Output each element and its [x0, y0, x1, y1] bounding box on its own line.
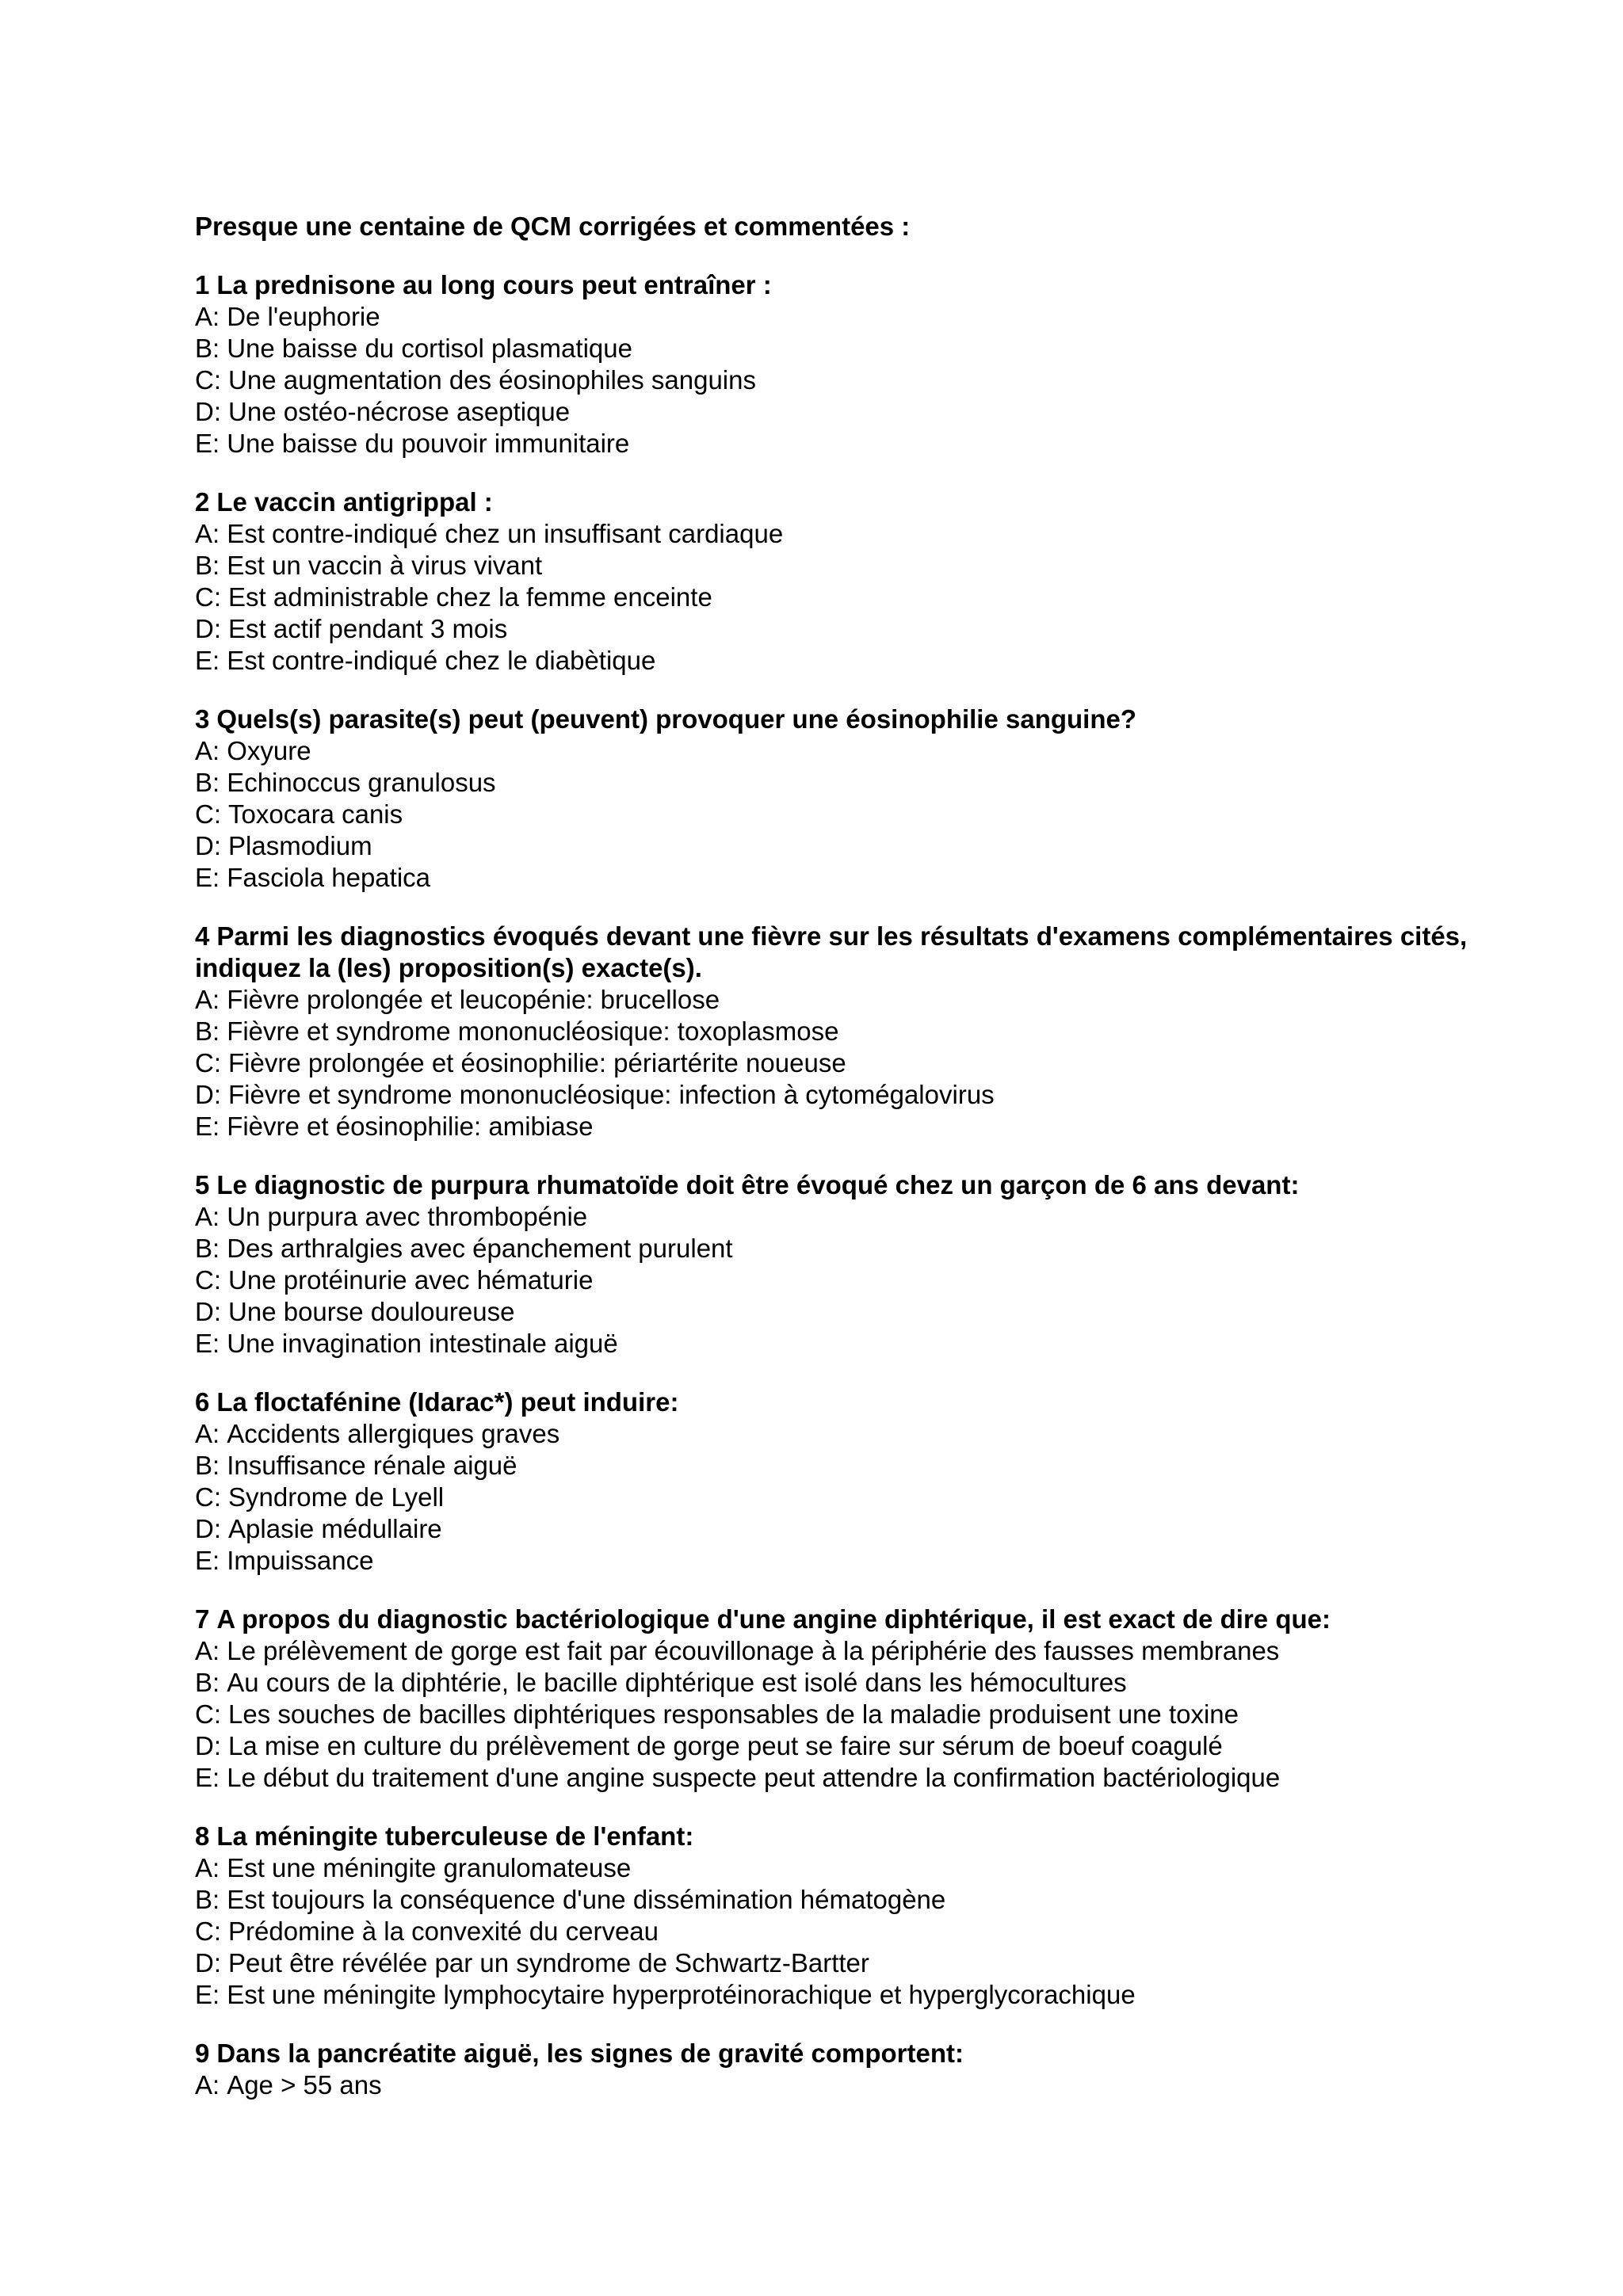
option-text: Est contre-indiqué chez le diabètique	[227, 646, 656, 675]
option-list	[195, 1418, 1495, 1577]
option-text: Fièvre prolongée et éosinophilie: périartérite noueuse	[228, 1048, 846, 1077]
option-b: B: Des arthralgies avec épanchement purulent	[195, 1234, 733, 1263]
option-text: Insuffisance rénale aiguë	[227, 1451, 517, 1480]
option-letter: D	[195, 831, 214, 860]
question-heading	[195, 1604, 1495, 1635]
option-letter: C	[195, 1265, 214, 1295]
option-text: Est toujours la conséquence d'une dissémination hématogène	[227, 1885, 946, 1914]
question-number: 9	[195, 2039, 210, 2068]
option-letter: B	[195, 768, 213, 797]
question-number: 1	[195, 270, 210, 299]
option-e: E: Une invagination intestinale aiguë	[195, 1329, 618, 1358]
option-letter: A	[195, 1853, 213, 1882]
option-b: B: Au cours de la diphtérie, le bacille diphtérique est isolé dans les hémocultures	[195, 1668, 1127, 1697]
option-list	[195, 2069, 1495, 2101]
option-text: Aplasie médullaire	[228, 1514, 442, 1543]
question-3	[195, 704, 1495, 894]
option-letter: B	[195, 1451, 213, 1480]
option-letter: E	[195, 1980, 213, 2009]
question-heading	[195, 704, 1495, 735]
option-letter: D	[195, 1080, 214, 1109]
question-text: Parmi les diagnostics évoqués devant une fièvre sur les résultats d'examens complémentaires cités, indiquez la (les) proposition(s) exacte(s).	[195, 921, 1468, 982]
option-letter: D	[195, 1948, 214, 1978]
option-text: Un purpura avec thrombopénie	[227, 1202, 588, 1231]
question-number: 5	[195, 1170, 210, 1199]
option-text: Des arthralgies avec épanchement purulent	[227, 1234, 733, 1263]
option-text: Le prélèvement de gorge est fait par écouvillonage à la périphérie des fausses membranes	[227, 1636, 1280, 1665]
option-c: C: Toxocara canis	[195, 799, 403, 829]
option-letter: A	[195, 302, 213, 331]
option-b: B: Fièvre et syndrome mononucléosique: toxoplasmose	[195, 1016, 839, 1046]
option-c: C: Fièvre prolongée et éosinophilie: périartérite noueuse	[195, 1048, 846, 1077]
question-heading	[195, 1821, 1495, 1852]
option-d: D: Peut être révélée par un syndrome de Schwartz-Bartter	[195, 1948, 869, 1978]
option-text: Est une méningite lymphocytaire hyperprotéinorachique et hyperglycorachique	[227, 1980, 1136, 2009]
option-letter: C	[195, 1699, 214, 1729]
option-b: B: Insuffisance rénale aiguë	[195, 1451, 517, 1480]
option-text: Une protéinurie avec hématurie	[228, 1265, 594, 1295]
option-list	[195, 735, 1495, 894]
option-b: B: Est toujours la conséquence d'une dissémination hématogène	[195, 1885, 946, 1914]
option-text: Oxyure	[227, 736, 311, 765]
option-b: B: Une baisse du cortisol plasmatique	[195, 334, 632, 363]
option-letter: D	[195, 1731, 214, 1760]
option-list	[195, 984, 1495, 1142]
option-c: C: Une augmentation des éosinophiles sanguins	[195, 365, 756, 395]
question-9	[195, 2038, 1495, 2101]
option-c: C: Syndrome de Lyell	[195, 1482, 445, 1512]
option-letter: C	[195, 1048, 214, 1077]
option-text: Une baisse du pouvoir immunitaire	[227, 429, 630, 458]
question-number: 3	[195, 704, 210, 734]
question-number: 8	[195, 1821, 210, 1851]
option-d: D: Une bourse douloureuse	[195, 1297, 515, 1326]
question-6	[195, 1386, 1495, 1577]
option-letter: A	[195, 1636, 213, 1665]
option-a: A: Est contre-indiqué chez un insuffisant cardiaque	[195, 519, 784, 548]
option-letter: C	[195, 799, 214, 829]
option-list	[195, 518, 1495, 677]
option-letter: C	[195, 1917, 214, 1946]
option-letter: B	[195, 1885, 213, 1914]
option-text: Une augmentation des éosinophiles sanguins	[228, 365, 756, 395]
option-list	[195, 1852, 1495, 2011]
option-c: C: Les souches de bacilles diphtériques responsables de la maladie produisent une toxine	[195, 1699, 1239, 1729]
option-d: D: Est actif pendant 3 mois	[195, 614, 508, 643]
option-a: A: Accidents allergiques graves	[195, 1419, 560, 1448]
question-heading	[195, 1386, 1495, 1418]
question-number: 6	[195, 1387, 210, 1417]
option-text: Est actif pendant 3 mois	[228, 614, 508, 643]
option-e: E: Une baisse du pouvoir immunitaire	[195, 429, 630, 458]
question-heading	[195, 1169, 1495, 1201]
option-d: D: Aplasie médullaire	[195, 1514, 442, 1543]
option-letter: E	[195, 646, 213, 675]
option-e: E: Est contre-indiqué chez le diabètique	[195, 646, 656, 675]
question-2	[195, 486, 1495, 677]
question-heading	[195, 486, 1495, 518]
option-d: D: Fièvre et syndrome mononucléosique: infection à cytomégalovirus	[195, 1080, 995, 1109]
question-heading	[195, 921, 1495, 984]
option-b: B: Est un vaccin à virus vivant	[195, 551, 543, 580]
option-text: Une invagination intestinale aiguë	[227, 1329, 618, 1358]
option-text: La mise en culture du prélèvement de gorge peut se faire sur sérum de boeuf coagulé	[228, 1731, 1223, 1760]
question-text: A propos du diagnostic bactériologique d'une angine diphtérique, il est exact de dire que:	[216, 1604, 1331, 1634]
option-text: Fièvre et syndrome mononucléosique: toxoplasmose	[227, 1016, 839, 1046]
option-letter: A	[195, 736, 213, 765]
option-letter: A	[195, 1202, 213, 1231]
option-letter: A	[195, 519, 213, 548]
question-text: Dans la pancréatite aiguë, les signes de gravité comportent:	[216, 2039, 964, 2068]
option-letter: D	[195, 614, 214, 643]
option-e: E: Le début du traitement d'une angine suspecte peut attendre la confirmation bactériologique	[195, 1763, 1281, 1792]
option-letter: B	[195, 1234, 213, 1263]
option-text: Fièvre et éosinophilie: amibiase	[227, 1112, 594, 1141]
option-b: B: Echinoccus granulosus	[195, 768, 496, 797]
option-c: C: Prédomine à la convexité du cerveau	[195, 1917, 659, 1946]
document-body	[195, 211, 1495, 2128]
option-letter: A	[195, 985, 213, 1014]
option-text: Syndrome de Lyell	[228, 1482, 445, 1512]
option-text: Une bourse douloureuse	[228, 1297, 515, 1326]
option-a: A: Age > 55 ans	[195, 2070, 382, 2100]
question-number: 7	[195, 1604, 210, 1634]
question-text: Quels(s) parasite(s) peut (peuvent) provoquer une éosinophilie sanguine?	[216, 704, 1137, 734]
option-letter: D	[195, 1514, 214, 1543]
option-letter: B	[195, 1668, 213, 1697]
option-text: Echinoccus granulosus	[227, 768, 496, 797]
option-letter: E	[195, 1546, 213, 1575]
option-letter: E	[195, 1112, 213, 1141]
option-letter: E	[195, 1329, 213, 1358]
option-a: A: Fièvre prolongée et leucopénie: brucellose	[195, 985, 720, 1014]
option-text: Les souches de bacilles diphtériques responsables de la maladie produisent une toxine	[228, 1699, 1239, 1729]
option-letter: D	[195, 1297, 214, 1326]
option-text: Le début du traitement d'une angine suspecte peut attendre la confirmation bactériologique	[227, 1763, 1281, 1792]
question-text: La floctafénine (Idarac*) peut induire:	[216, 1387, 679, 1417]
option-text: Toxocara canis	[228, 799, 403, 829]
option-d: D: Une ostéo-nécrose aseptique	[195, 397, 571, 426]
option-d: D: La mise en culture du prélèvement de gorge peut se faire sur sérum de boeuf coagulé	[195, 1731, 1223, 1760]
option-text: Fièvre et syndrome mononucléosique: infection à cytomégalovirus	[228, 1080, 995, 1109]
option-list	[195, 301, 1495, 460]
option-letter: A	[195, 1419, 213, 1448]
option-e: E: Fièvre et éosinophilie: amibiase	[195, 1112, 594, 1141]
option-letter: B	[195, 551, 213, 580]
option-list	[195, 1201, 1495, 1360]
question-1	[195, 269, 1495, 460]
option-text: Accidents allergiques graves	[227, 1419, 560, 1448]
option-text: Une baisse du cortisol plasmatique	[227, 334, 632, 363]
option-text: Est administrable chez la femme enceinte	[228, 582, 712, 612]
option-d: D: Plasmodium	[195, 831, 372, 860]
option-letter: C	[195, 1482, 214, 1512]
question-text: Le vaccin antigrippal :	[216, 487, 493, 517]
question-text: La méningite tuberculeuse de l'enfant:	[216, 1821, 694, 1851]
option-letter: E	[195, 429, 213, 458]
option-c: C: Est administrable chez la femme enceinte	[195, 582, 712, 612]
option-a: A: Oxyure	[195, 736, 311, 765]
question-heading	[195, 2038, 1495, 2069]
option-text: Une ostéo-nécrose aseptique	[228, 397, 571, 426]
option-text: Fièvre prolongée et leucopénie: brucellose	[227, 985, 720, 1014]
option-text: Fasciola hepatica	[227, 863, 431, 892]
option-text: Est un vaccin à virus vivant	[227, 551, 543, 580]
option-a: A: Un purpura avec thrombopénie	[195, 1202, 588, 1231]
question-4	[195, 921, 1495, 1142]
option-letter: C	[195, 365, 214, 395]
question-8	[195, 1821, 1495, 2011]
option-e: E: Fasciola hepatica	[195, 863, 431, 892]
document-title: Presque une centaine de QCM corrigées et commentées :	[195, 212, 911, 241]
option-letter: D	[195, 397, 214, 426]
option-a: A: Est une méningite granulomateuse	[195, 1853, 632, 1882]
option-letter: E	[195, 863, 213, 892]
option-text: Peut être révélée par un syndrome de Schwartz-Bartter	[228, 1948, 869, 1978]
option-letter: A	[195, 2070, 213, 2100]
option-letter: E	[195, 1763, 213, 1792]
option-letter: B	[195, 1016, 213, 1046]
option-text: Est contre-indiqué chez un insuffisant cardiaque	[227, 519, 784, 548]
question-number: 4	[195, 921, 210, 951]
option-text: Est une méningite granulomateuse	[227, 1853, 632, 1882]
option-a: A: De l'euphorie	[195, 302, 380, 331]
question-text: Le diagnostic de purpura rhumatoïde doit être évoqué chez un garçon de 6 ans devant:	[216, 1170, 1300, 1199]
option-e: E: Est une méningite lymphocytaire hyperprotéinorachique et hyperglycorachique	[195, 1980, 1136, 2009]
option-list	[195, 1635, 1495, 1794]
question-heading	[195, 269, 1495, 301]
question-number: 2	[195, 487, 210, 517]
option-a: A: Le prélèvement de gorge est fait par écouvillonage à la périphérie des fausses membranes	[195, 1636, 1280, 1665]
option-text: De l'euphorie	[227, 302, 380, 331]
option-c: C: Une protéinurie avec hématurie	[195, 1265, 594, 1295]
option-text: Prédomine à la convexité du cerveau	[228, 1917, 659, 1946]
question-5	[195, 1169, 1495, 1360]
option-e: E: Impuissance	[195, 1546, 374, 1575]
option-text: Impuissance	[227, 1546, 374, 1575]
question-text: La prednisone au long cours peut entraîner :	[216, 270, 772, 299]
option-text: Age > 55 ans	[227, 2070, 382, 2100]
option-letter: B	[195, 334, 213, 363]
option-text: Au cours de la diphtérie, le bacille diphtérique est isolé dans les hémocultures	[227, 1668, 1127, 1697]
question-7	[195, 1604, 1495, 1794]
option-letter: C	[195, 582, 214, 612]
option-text: Plasmodium	[228, 831, 372, 860]
